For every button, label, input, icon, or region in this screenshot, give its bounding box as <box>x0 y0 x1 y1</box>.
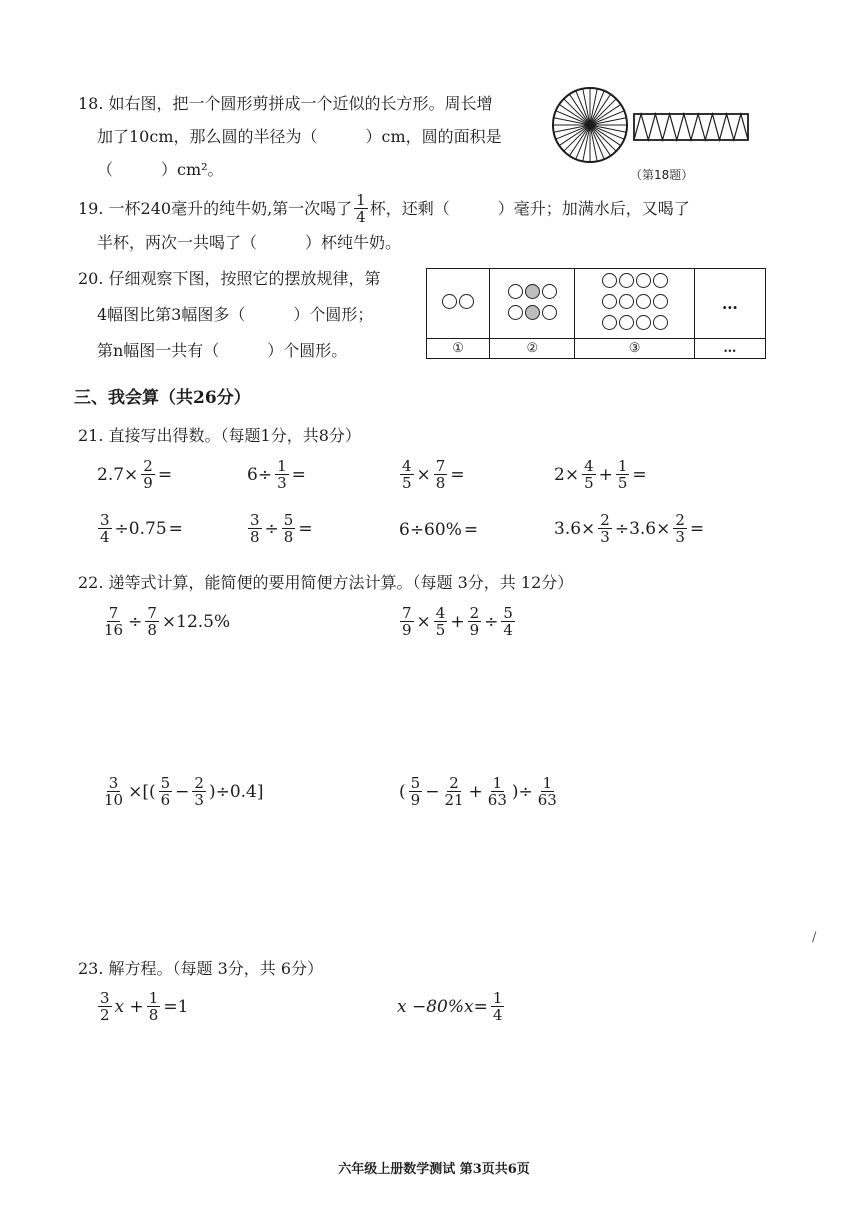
frac-denominator: 8 <box>283 528 294 546</box>
frac-denominator: 8 <box>250 528 260 546</box>
frac-denominator: 10 <box>104 791 124 809</box>
pattern-label-3: ③ <box>575 339 694 359</box>
operator: ÷ <box>264 518 279 539</box>
q18-figure <box>550 83 760 188</box>
q22-expr-1 <box>100 605 231 638</box>
fraction <box>673 512 687 545</box>
frac-denominator: 3 <box>675 528 685 546</box>
frac-numerator: 5 <box>283 511 294 529</box>
expr-text: )÷0.4] <box>208 781 264 802</box>
frac-denominator: 3 <box>194 791 204 809</box>
frac-denominator: 16 <box>104 621 124 639</box>
operator: + <box>468 781 483 802</box>
operator: − <box>425 781 440 802</box>
frac-numerator: 2 <box>469 604 480 622</box>
q20-line1: 20. 仔细观察下图，按照它的摆放规律，第 <box>78 269 381 288</box>
circle <box>602 315 617 330</box>
frac-denominator: 3 <box>277 474 287 492</box>
circle <box>508 284 523 299</box>
frac-denominator: 21 <box>444 791 464 809</box>
q22-expr-2 <box>398 605 517 638</box>
fraction <box>159 775 173 808</box>
q20-line2: 4幅图比第3幅图多（ ）个圆形； <box>97 305 374 324</box>
fraction <box>598 512 612 545</box>
q22-expr-3 <box>100 775 265 808</box>
equals-sign: = <box>157 464 173 485</box>
sector-circle <box>553 88 627 162</box>
q21-expr-3 <box>398 458 466 491</box>
operator: ÷ <box>128 611 143 632</box>
fraction <box>282 512 296 545</box>
operator: − <box>175 781 190 802</box>
frac-numerator: 1 <box>617 457 628 475</box>
frac-denominator: 8 <box>435 474 446 492</box>
fraction <box>582 458 596 491</box>
expr-text: =1 <box>163 996 189 1017</box>
circle <box>525 305 540 320</box>
circle <box>602 273 617 288</box>
operator: × <box>416 464 431 485</box>
q23-equation-2 <box>396 990 506 1023</box>
frac-denominator: 4 <box>100 528 110 546</box>
fraction <box>486 775 509 808</box>
frac-numerator: 2 <box>194 774 204 792</box>
circle <box>636 294 651 309</box>
fraction <box>501 605 515 638</box>
equals-sign: = <box>168 518 183 539</box>
q20-pattern-figure <box>426 268 766 359</box>
expr-text: ( <box>399 781 406 802</box>
frac-numerator: 7 <box>147 604 157 622</box>
q19-line1-text-b: 杯，还剩（ ）毫升；加满水后，又喝了 <box>369 198 690 218</box>
fraction <box>434 605 448 638</box>
circle <box>636 315 651 330</box>
frac-numerator: 1 <box>542 774 553 792</box>
pattern-label-2: ② <box>490 339 575 359</box>
q19-fraction <box>354 192 368 225</box>
expr-text: ÷0.75 <box>114 518 167 539</box>
circle <box>636 273 651 288</box>
fraction <box>98 512 112 545</box>
frac-denominator: 4 <box>356 208 366 226</box>
q21-expr-4 <box>553 458 648 491</box>
fraction <box>491 990 505 1023</box>
page-footer: 六年级上册数学测试 第3页共6页 <box>338 1162 530 1177</box>
frac-numerator: 5 <box>410 774 421 792</box>
fraction <box>536 775 559 808</box>
equals-sign: = <box>632 464 647 485</box>
circle <box>619 315 634 330</box>
q19-line2: 半杯，两次一共喝了（ ）杯纯牛奶。 <box>97 233 402 252</box>
circle <box>525 284 540 299</box>
frac-numerator: 3 <box>108 774 119 792</box>
operator: + <box>598 464 613 485</box>
fraction <box>141 458 155 491</box>
circle <box>619 273 634 288</box>
pattern-label-1: ① <box>427 339 490 359</box>
expr-text: 6÷ <box>247 464 273 485</box>
q21-expr-1 <box>96 458 173 491</box>
q21-expr-6 <box>246 512 314 545</box>
circle <box>602 294 617 309</box>
expr-text: 6÷60% <box>399 520 462 540</box>
operator: )÷ <box>511 781 533 802</box>
q21-expr-2 <box>246 458 307 491</box>
circle <box>542 284 557 299</box>
frac-numerator: 4 <box>435 604 446 622</box>
frac-numerator: 1 <box>492 989 503 1007</box>
frac-numerator: 4 <box>584 457 594 475</box>
operator: + <box>450 611 465 632</box>
frac-numerator: 1 <box>148 989 159 1007</box>
frac-denominator: 5 <box>584 474 594 492</box>
circle <box>653 315 668 330</box>
expr-text: ×12.5% <box>161 611 231 632</box>
margin-mark: / <box>812 930 817 945</box>
q21-title: 21. 直接写出得数。（每题1分，共8分） <box>78 426 361 445</box>
frac-numerator: 2 <box>600 511 610 529</box>
frac-denominator: 8 <box>147 621 157 639</box>
expr-text: 2.7× <box>97 464 139 485</box>
q21-expr-5 <box>96 512 184 545</box>
q21-expr-8 <box>553 512 705 545</box>
section-title: 三、我会算（共26分） <box>74 388 251 408</box>
circle <box>619 294 634 309</box>
frac-denominator: 63 <box>537 791 557 809</box>
fraction <box>145 605 159 638</box>
fraction <box>102 605 125 638</box>
frac-denominator: 4 <box>503 621 513 639</box>
circle <box>653 273 668 288</box>
pattern-cell-2 <box>490 269 575 339</box>
fraction <box>147 990 161 1023</box>
q23-title: 23. 解方程。（每题 3分，共 6分） <box>78 959 324 978</box>
fraction <box>275 458 289 491</box>
frac-denominator: 9 <box>143 474 153 492</box>
circle <box>653 294 668 309</box>
frac-numerator: 4 <box>402 457 412 475</box>
fraction <box>400 605 414 638</box>
frac-numerator: 7 <box>402 604 412 622</box>
frac-numerator: 7 <box>108 604 119 622</box>
expr-text: 3.6× <box>554 518 596 539</box>
frac-denominator: 3 <box>600 528 610 546</box>
frac-denominator: 9 <box>469 621 480 639</box>
frac-numerator: 2 <box>143 457 153 475</box>
q18-line1: 18. 如右图，把一个圆形剪拼成一个近似的长方形。周长增 <box>78 94 493 113</box>
pattern-cell-1 <box>427 269 490 339</box>
q22-expr-4 <box>398 775 561 808</box>
fraction <box>468 605 482 638</box>
operator: ×[( <box>128 781 156 802</box>
circle <box>459 294 474 309</box>
q21-expr-7 <box>398 520 479 540</box>
q19-line1 <box>78 192 690 225</box>
q18-line2: 加了10cm，那么圆的半径为（ ）cm，圆的面积是 <box>97 127 502 146</box>
frac-numerator: 3 <box>100 989 110 1007</box>
fraction <box>616 458 630 491</box>
frac-numerator: 5 <box>503 604 513 622</box>
frac-denominator: 8 <box>148 1006 159 1024</box>
fraction <box>98 990 112 1023</box>
expr-text: x −80%x= <box>397 996 488 1017</box>
q19-line1-text-a: 19. 一杯240毫升的纯牛奶,第一次喝了 <box>78 198 353 218</box>
fraction <box>248 512 262 545</box>
fraction <box>409 775 423 808</box>
q23-equation-1 <box>96 990 189 1023</box>
equals-sign: = <box>689 518 705 539</box>
equals-sign: = <box>450 464 465 485</box>
pattern-cell-3 <box>575 269 694 339</box>
fraction <box>442 775 465 808</box>
equals-sign: = <box>298 518 313 539</box>
frac-denominator: 5 <box>402 474 412 492</box>
circle <box>442 294 457 309</box>
q18-caption: （第18题） <box>630 168 694 182</box>
q22-title: 22. 递等式计算，能简便的要用简便方法计算。（每题 3分，共 12分） <box>78 573 574 592</box>
frac-numerator: 3 <box>100 511 110 529</box>
frac-denominator: 6 <box>160 791 171 809</box>
fraction <box>102 775 125 808</box>
frac-denominator: 9 <box>402 621 412 639</box>
frac-numerator: 1 <box>277 457 287 475</box>
frac-denominator: 5 <box>617 474 628 492</box>
pattern-label-more: … <box>694 339 765 359</box>
q20-line3: 第n幅图一共有（ ）个圆形。 <box>97 341 348 360</box>
q18-line3: （ ）cm²。 <box>97 160 224 179</box>
frac-numerator: 2 <box>449 774 459 792</box>
frac-denominator: 2 <box>100 1006 110 1024</box>
expr-text: x + <box>114 996 144 1017</box>
equals-sign: = <box>463 520 479 540</box>
frac-denominator: 9 <box>410 791 421 809</box>
frac-numerator: 1 <box>492 774 503 792</box>
fraction <box>434 458 448 491</box>
frac-numerator: 2 <box>675 511 685 529</box>
fraction <box>400 458 414 491</box>
frac-denominator: 63 <box>487 791 507 809</box>
operator: × <box>416 611 431 632</box>
frac-numerator: 1 <box>356 191 366 209</box>
frac-denominator: 4 <box>492 1006 503 1024</box>
circle <box>542 305 557 320</box>
pattern-cell-more: … <box>694 269 765 339</box>
equals-sign: = <box>291 464 306 485</box>
expr-text: 2× <box>554 464 580 485</box>
fraction <box>192 775 206 808</box>
approx-rectangle <box>634 114 748 140</box>
frac-numerator: 5 <box>160 774 171 792</box>
circle <box>508 305 523 320</box>
operator: ÷3.6× <box>614 518 671 539</box>
frac-denominator: 5 <box>435 621 446 639</box>
frac-numerator: 7 <box>435 457 446 475</box>
operator: ÷ <box>484 611 499 632</box>
frac-numerator: 3 <box>250 511 260 529</box>
